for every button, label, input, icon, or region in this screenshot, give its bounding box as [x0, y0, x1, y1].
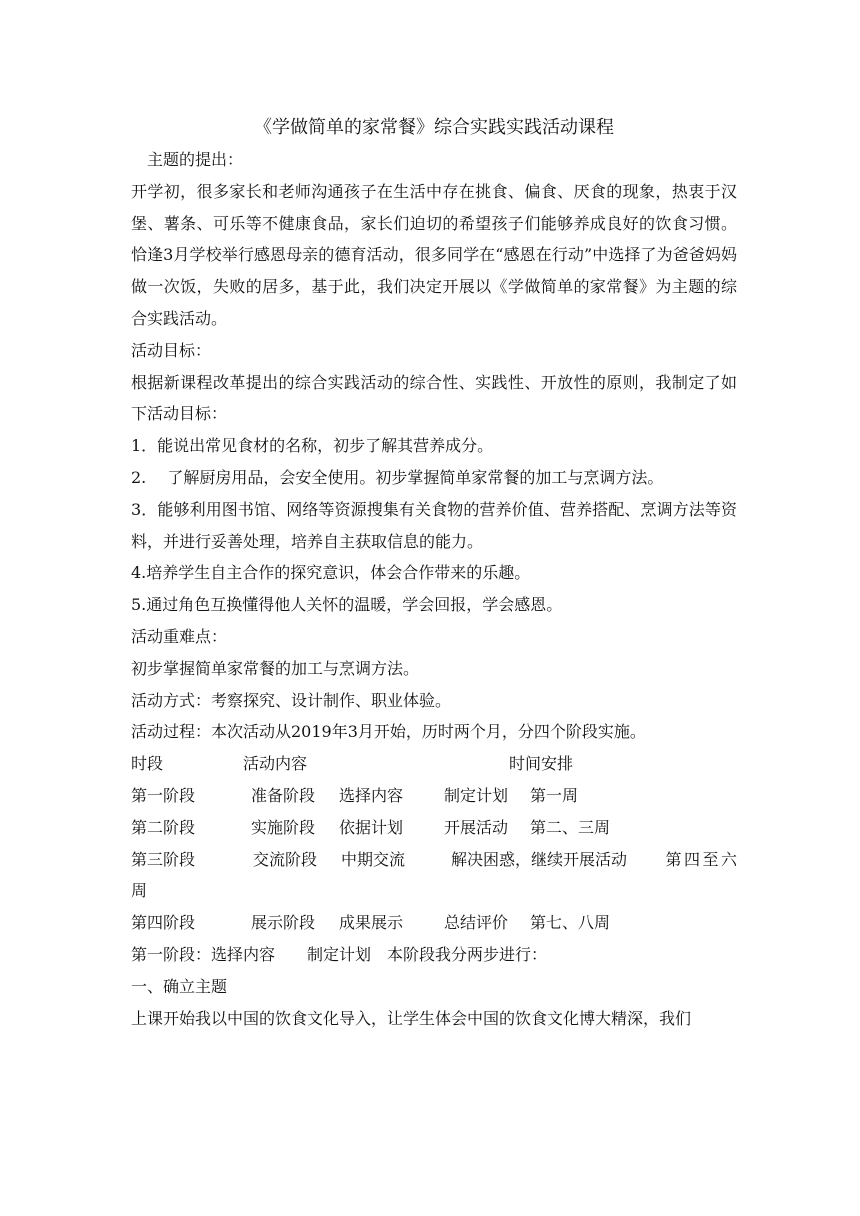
schedule-row — [131, 844, 737, 908]
schedule-step-a: 依据计划 — [339, 817, 404, 837]
schedule-stage: 实施阶段 — [251, 817, 316, 837]
difficulty-text: 初步掌握简单家常餐的加工与烹调方法。 — [131, 658, 420, 678]
goal-item-5: 5.通过角色互换懂得他人关怀的温暖，学会回报，学会感恩。 — [131, 595, 563, 615]
schedule-time: 第七、八周 — [530, 913, 611, 933]
stage-one-heading: 第一阶段：选择内容 制定计划 本阶段我分两步进行： — [131, 944, 548, 964]
goal-item-3: 3．能够利用图书馆、网络等资源搜集有关食物的营养价值、营养搭配、烹调方法等资料，并进行妥善处理，培养自主获取信息的能力。 — [131, 499, 737, 551]
goals-intro: 根据新课程改革提出的综合实践活动的综合性、实践性、开放性的原则，我制定了如下活动目标： — [131, 372, 737, 424]
theme-heading: 主题的提出： — [147, 150, 244, 169]
schedule-stage: 准备阶段 — [251, 785, 316, 805]
schedule-row — [131, 907, 737, 939]
schedule-step-b: 总结评价 — [444, 913, 509, 933]
section-one-heading: 一、确立主题 — [131, 976, 228, 996]
document-title: 《学做简单的家常餐》综合实践实践活动课程 — [254, 117, 614, 138]
schedule-period: 第一阶段 — [131, 785, 196, 805]
goals-heading: 活动目标： — [131, 340, 212, 360]
document-body — [131, 112, 737, 1034]
schedule-time: 第二、三周 — [530, 817, 611, 837]
schedule-stage: 交流阶段 — [253, 849, 318, 869]
schedule-header-period: 时段 — [131, 754, 164, 774]
schedule-step-a: 中期交流 — [341, 849, 406, 869]
schedule-period: 第三阶段 — [131, 849, 196, 869]
schedule-step-b: 开展活动 — [444, 817, 509, 837]
schedule-stage: 展示阶段 — [251, 913, 316, 933]
schedule-period: 第四阶段 — [131, 913, 196, 933]
last-paragraph: 上课开始我以中国的饮食文化导入，让学生体会中国的饮食文化博大精深，我们 — [131, 1008, 692, 1028]
theme-paragraph: 开学初，很多家长和老师沟通孩子在生活中存在挑食、偏食、厌食的现象，热衷于汉堡、薯条、可乐等不健康食品，家长们迫切的希望孩子们能够养成良好的饮食习惯。恰逢3月学校举行感恩母亲的德育活动，很多同学在“感恩在行动”中选择了为爸爸妈妈做一次饭，失败的居多，基于此，我们决定开展以《学做简单的家常餐》为主题的综合实践活动。 — [131, 181, 737, 328]
goal-item-2: 2. 了解厨房用品，会安全使用。初步掌握简单家常餐的加工与烹调方法。 — [131, 467, 664, 487]
schedule-step-a: 选择内容 — [339, 785, 404, 805]
schedule-step-a: 成果展示 — [339, 913, 404, 933]
schedule-step-b: 解决困惑，继续开展活动 — [451, 849, 628, 869]
schedule-row — [131, 812, 737, 844]
activity-method: 活动方式：考察探究、设计制作、职业体验。 — [131, 690, 452, 710]
schedule-time: 第四至六周 — [131, 849, 737, 901]
schedule-period: 第二阶段 — [131, 817, 196, 837]
schedule-header-time: 时间安排 — [509, 754, 574, 774]
schedule-row — [131, 780, 737, 812]
schedule-header-content: 活动内容 — [243, 754, 308, 774]
schedule-time: 第一周 — [530, 785, 579, 805]
activity-process: 活动过程：本次活动从2019年3月开始，历时两个月，分四个阶段实施。 — [131, 722, 646, 742]
schedule-header-row — [131, 748, 737, 780]
difficulty-heading: 活动重难点： — [131, 626, 228, 646]
goal-item-1: 1．能说出常见食材的名称，初步了解其营养成分。 — [131, 436, 494, 456]
goal-item-4: 4.培养学生自主合作的探究意识，体会合作带来的乐趣。 — [131, 563, 531, 583]
schedule-step-b: 制定计划 — [444, 785, 509, 805]
